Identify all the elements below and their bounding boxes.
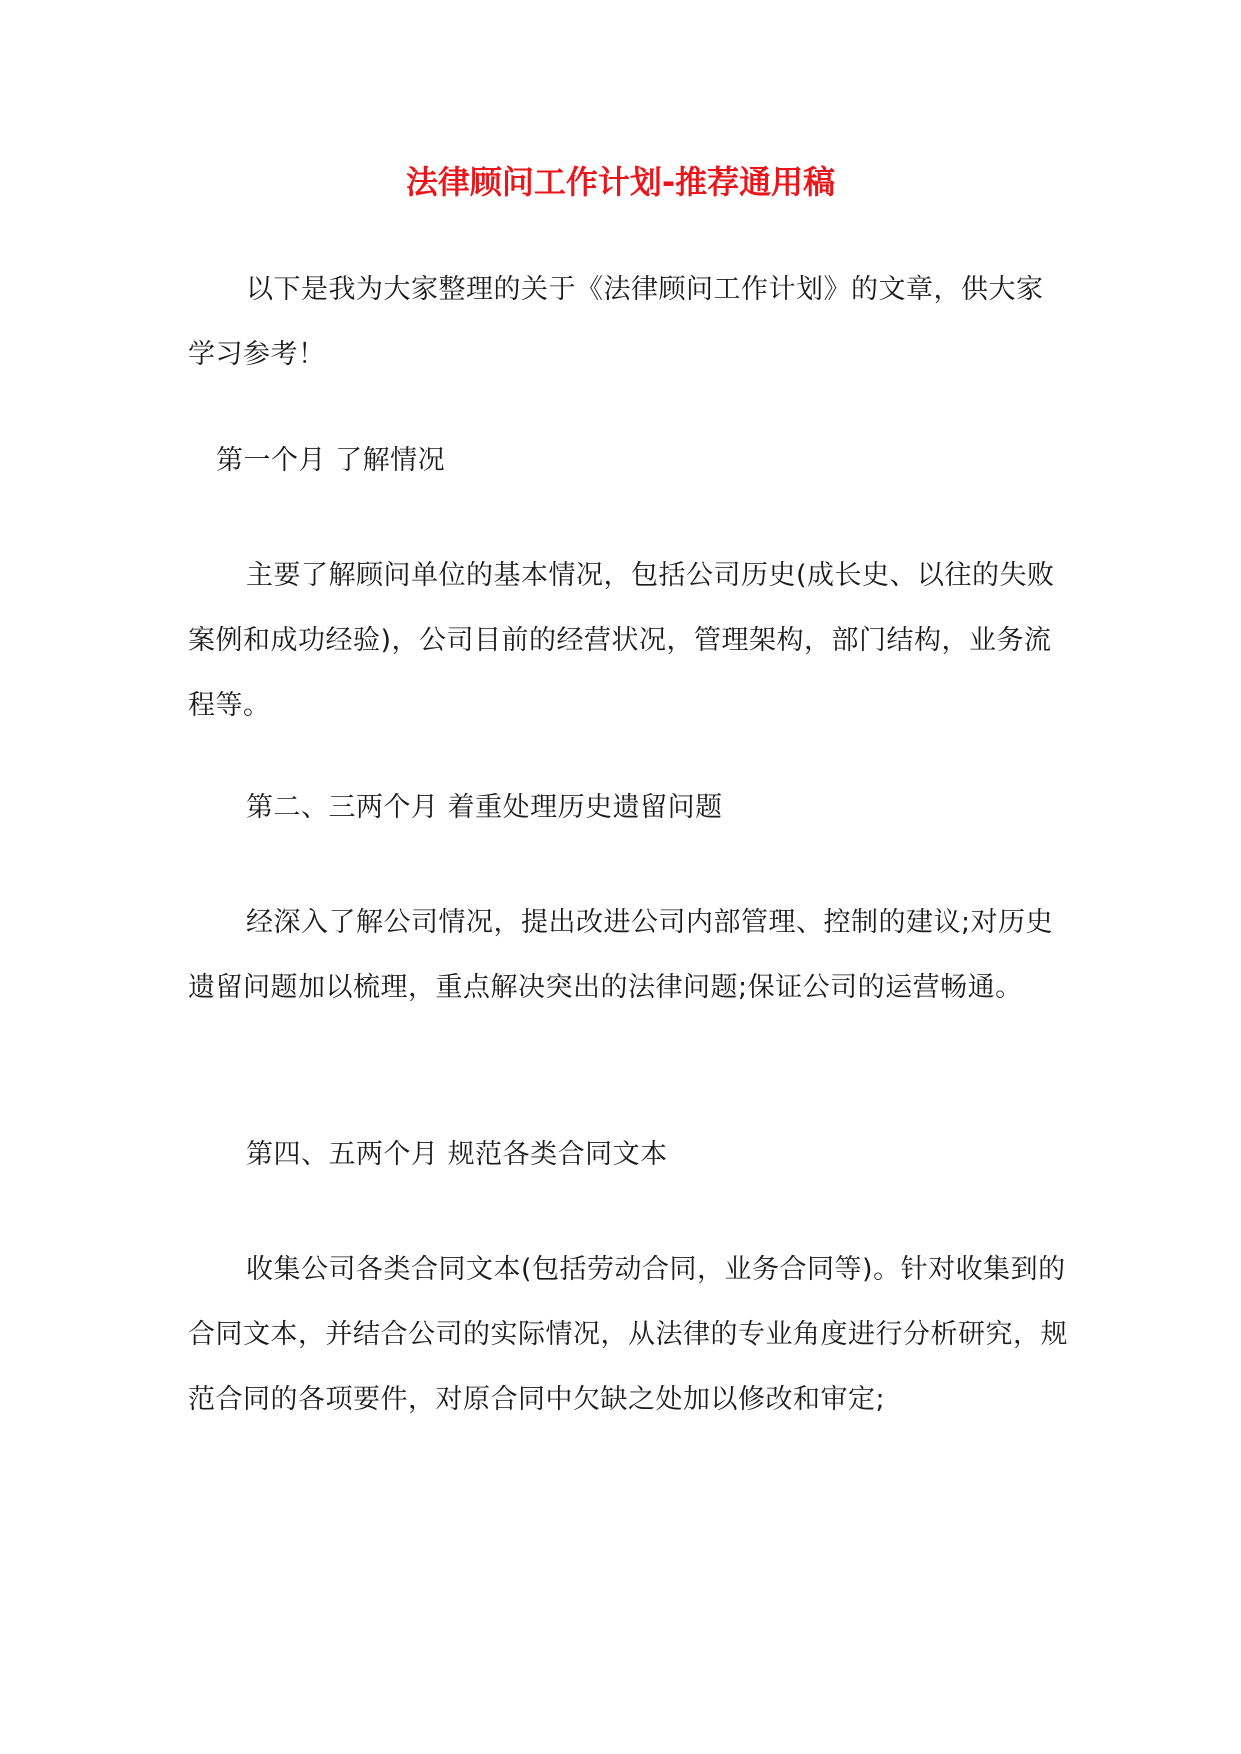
section-heading-month-2-3: 第二、三两个月 着重处理历史遗留问题 bbox=[246, 792, 723, 823]
document-title: 法律顾问工作计划-推荐通用稿 bbox=[405, 163, 836, 201]
section-heading-month-4-5: 第四、五两个月 规范各类合同文本 bbox=[246, 1139, 668, 1170]
intro-paragraph: 以下是我为大家整理的关于《法律顾问工作计划》的文章，供大家学习参考！ bbox=[188, 274, 1044, 370]
section-body-month-1: 主要了解顾问单位的基本情况，包括公司历史(成长史、以往的失败案例和成功经验)，公司目前的经营状况，管理架构，部门结构，业务流程等。 bbox=[188, 560, 1055, 721]
section-heading-month-1: 第一个月 了解情况 bbox=[216, 445, 446, 476]
section-body-month-4-5: 收集公司各类合同文本(包括劳动合同，业务合同等)。针对收集到的合同文本，并结合公司的实际情况，从法律的专业角度进行分析研究，规范合同的各项要件，对原合同中欠缺之处加以修改和审定; bbox=[188, 1254, 1068, 1415]
section-body-month-2-3: 经深入了解公司情况，提出改进公司内部管理、控制的建议;对历史遗留问题加以梳理，重点解决突出的法律问题;保证公司的运营畅通。 bbox=[188, 907, 1054, 1003]
